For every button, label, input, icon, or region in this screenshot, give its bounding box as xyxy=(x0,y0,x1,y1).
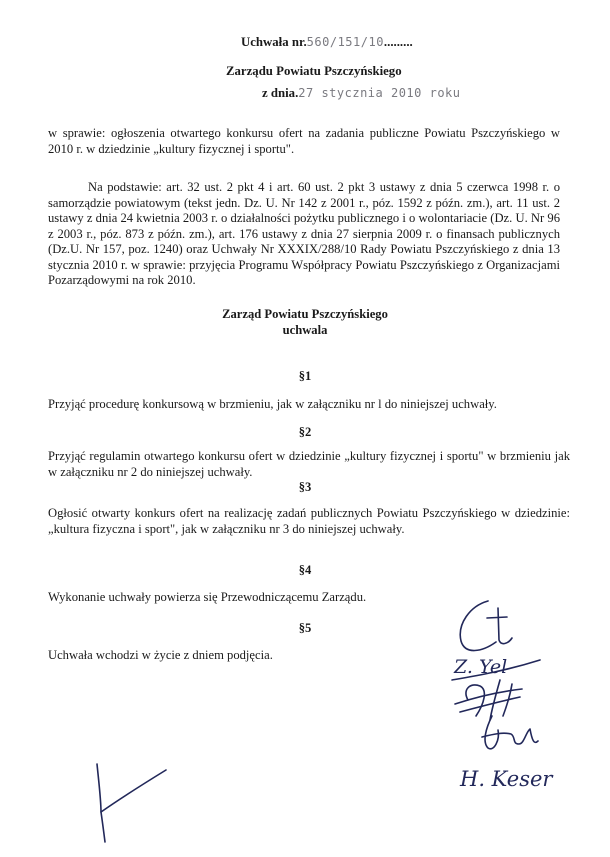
third-signature xyxy=(455,680,522,720)
fifth-signature xyxy=(459,767,554,791)
section-4-mark: §4 xyxy=(298,563,312,577)
section-2-mark: §2 xyxy=(298,425,312,439)
svg-text:Z. Yel: Z. Yel xyxy=(454,656,508,678)
legal-basis-paragraph: Na podstawie: art. 32 ust. 2 pkt 4 i art. 60 ust. 2 pkt 3 ustawy z dnia 5 czerwca 1998 r. o samorządzie powiatowym (tekst jedn. Dz. U. Nr 142 z 2001 r., póz. 1592 z późn. zm.), art. 11 ust. 2 ustawy z dnia 24 kwietnia 2003 r. o działalności pożytku publicznego i o wolontariacie (Dz. U. Nr 96 z 2003 r., póz. 873 z późn. zm.), art. 176 ustawy z dnia 27 sierpnia 2009 r. o finansach publicznych (Dz.U. Nr 157, poz. 1240) oraz Uchwały Nr XXXIX/288/10 Rady Powiatu Pszczyńskiego z dnia 13 stycznia 2010 r. w sprawie: przyjęcia Programu Współpracy Powiatu Pszczyńskiego z Organizacjami Pozarządowymi na rok 2010. xyxy=(48,180,560,287)
section-4-text: Wykonanie uchwały powierza się Przewodniczącemu Zarządu. xyxy=(48,590,367,604)
resolution-number: 560/151/10 xyxy=(306,35,384,49)
second-signature xyxy=(452,656,540,680)
date-line: z dnia.27 stycznia 2010 roku xyxy=(262,86,461,100)
svg-text:H. Keser: H. Keser xyxy=(460,767,553,791)
date-label: z dnia xyxy=(262,86,296,100)
first-signature xyxy=(460,601,512,651)
board-name: Zarządu Powiatu Pszczyńskiego xyxy=(226,64,402,78)
resolves-heading-board: Zarząd Powiatu Pszczyńskiego xyxy=(222,307,388,321)
resolution-label: Uchwała nr xyxy=(241,35,304,49)
resolution-number-line: Uchwała nr.560/151/10......... xyxy=(241,35,413,49)
section-3-mark: §3 xyxy=(298,480,312,494)
resolves-heading-verb: uchwala xyxy=(282,323,328,337)
section-1-mark: §1 xyxy=(298,369,312,383)
fourth-signature xyxy=(482,716,538,749)
section-5-text: Uchwała wchodzi w życie z dniem podjęcia. xyxy=(48,648,273,662)
section-5-mark: §5 xyxy=(298,621,312,635)
section-2-text: Przyjąć regulamin otwartego konkursu ofert w dziedzinie „kultury fizycznej i sportu" w brzmieniu jak w załączniku nr 2 do niniejszej uchwały. xyxy=(48,449,570,479)
section-1-text: Przyjąć procedurę konkursową w brzmieniu, jak w załączniku nr l do niniejszej uchwały. xyxy=(48,397,497,411)
section-3-text: Ogłosić otwarty konkurs ofert na realizację zadań publicznych Powiatu Pszczyńskiego w dziedzinie: „kultura fizyczna i sport", jak w załączniku nr 3 do niniejszej uchwały. xyxy=(48,506,570,536)
date-value: 27 stycznia 2010 roku xyxy=(298,86,461,100)
subject-paragraph: w sprawie: ogłoszenia otwartego konkursu ofert na zadania publiczne Powiatu Pszczyńskiego w 2010 r. w dziedzinie „kultury fizycznej i sportu". xyxy=(48,126,560,156)
initials-stroke xyxy=(97,764,166,842)
